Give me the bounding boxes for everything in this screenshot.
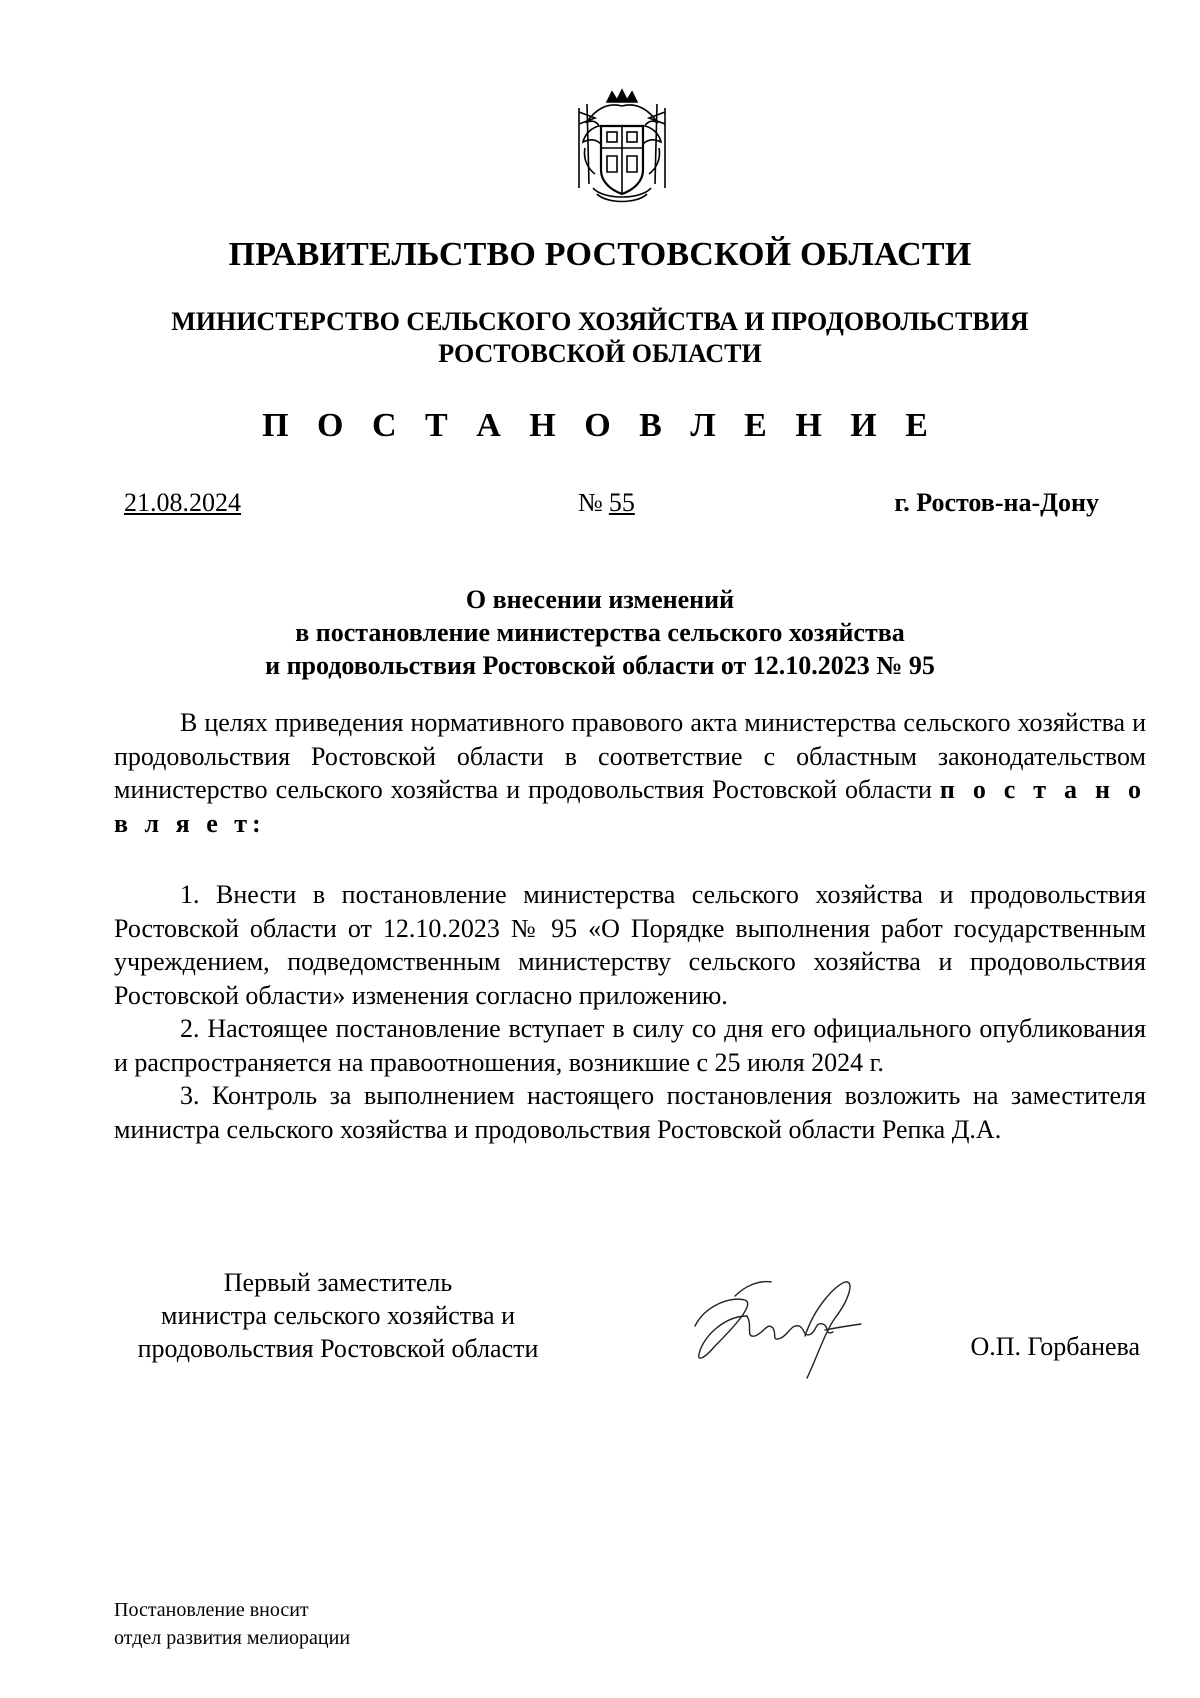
decree-item: 1. Внести в постановление министерства сельского хозяйства и продовольствия Ростовской области от 12.10.2023 № 95 «О Порядке выполнения работ государственным учреждением, подведомственным министерству сельского хозяйства и продовольствия Ростовской области» изменения согласно приложению.: [114, 880, 1146, 1010]
footer-note-line: Постановление вносит: [114, 1599, 309, 1621]
decree-number: [578, 488, 635, 518]
signer-position-line: Первый заместитель: [223, 1268, 453, 1297]
number-label: №: [578, 488, 603, 517]
ministry-title-line: МИНИСТЕРСТВО СЕЛЬСКОГО ХОЗЯЙСТВА И ПРОДОВОЛЬСТВИЯ: [171, 307, 1029, 336]
decree-item: 3. Контроль за выполнением настоящего постановления возложить на заместителя министра сельского хозяйства и продовольствия Ростовской области Репка Д.А.: [114, 1081, 1146, 1144]
decree-date: 21.08.2024: [124, 488, 241, 517]
footer-note-line: отдел развития мелиорации: [114, 1627, 351, 1649]
subject-line: в постановление министерства сельского хозяйства: [295, 618, 905, 647]
subject-line: и продовольствия Ростовской области от 12.10.2023 № 95: [265, 651, 935, 680]
decree-subject: [0, 583, 1200, 682]
coat-of-arms-icon: [567, 88, 677, 206]
document-type: П О С Т А Н О В Л Е Н И Е: [262, 407, 938, 444]
decree-item: 2. Настоящее постановление вступает в силу со дня его официального опубликования и распространяется на правоотношения, возникшие с 25 июля 2024 г.: [114, 1014, 1146, 1077]
signer-position-line: продовольствия Ростовской области: [137, 1334, 539, 1363]
ministry-title-line: РОСТОВСКОЙ ОБЛАСТИ: [438, 339, 762, 368]
government-title: ПРАВИТЕЛЬСТВО РОСТОВСКОЙ ОБЛАСТИ: [228, 236, 972, 273]
decree-items: [114, 878, 1146, 1146]
subject-line: О внесении изменений: [465, 585, 735, 614]
handwritten-signature: [675, 1266, 875, 1386]
preamble: [114, 706, 1146, 840]
ministry-title: [0, 306, 1200, 370]
decrees-keyword: п о с т а н о в л я е т:: [114, 775, 1146, 838]
signer-position-line: министра сельского хозяйства и: [161, 1301, 515, 1330]
decree-city: г. Ростов-на-Дону: [894, 488, 1099, 517]
footer-note: [114, 1596, 350, 1652]
signer-name: О.П. Горбанева: [970, 1332, 1140, 1361]
number-value: 55: [608, 488, 635, 517]
preamble-paragraph: [114, 706, 1146, 840]
signer-position: [114, 1266, 562, 1365]
preamble-text: В целях приведения нормативного правового акта министерства сельского хозяйства и продовольствия Ростовской области в соответствие с областным законодательством министерство сельского хозяйства и продовольствия Ростовской области: [114, 708, 1146, 804]
